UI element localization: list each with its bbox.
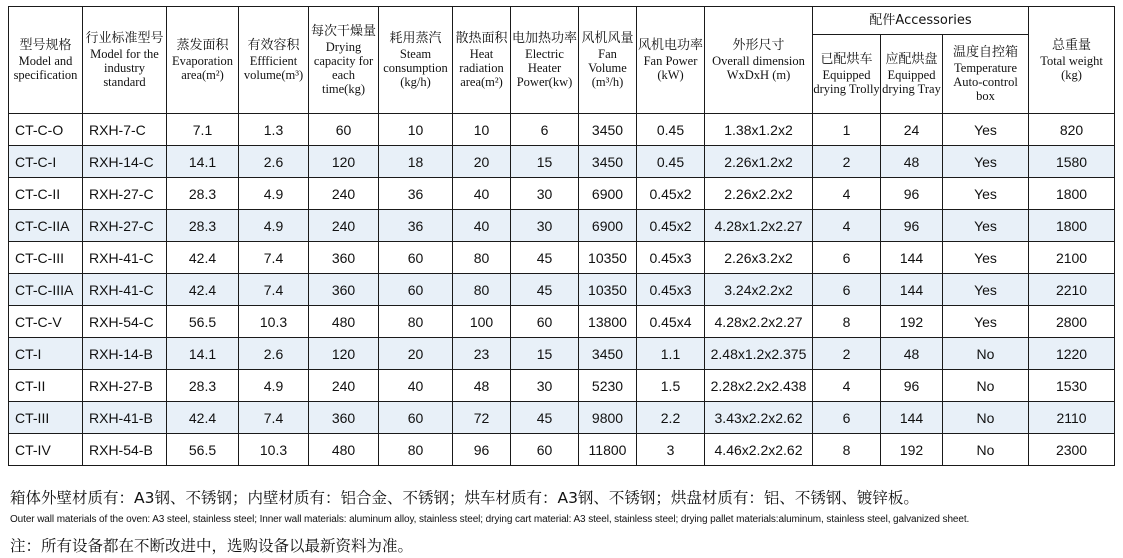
table-cell: 60 [309,114,379,146]
header-trolly: 已配烘车 Equipped drying Trolly [813,35,881,114]
table-cell: 1530 [1029,370,1115,402]
header-radiation: 散热面积 Heat radiation area(m²) [453,7,511,114]
table-cell: 48 [453,370,511,402]
table-cell: 0.45 [637,114,705,146]
table-cell: 10350 [579,274,637,306]
table-cell: 30 [511,178,579,210]
table-cell: 4.46x2.2x2.62 [705,434,813,466]
table-cell: 28.3 [167,178,239,210]
table-cell: 23 [453,338,511,370]
table-cell: RXH-27-B [83,370,167,402]
table-cell: Yes [943,242,1029,274]
table-cell: 4.28x2.2x2.27 [705,306,813,338]
table-cell: Yes [943,178,1029,210]
table-row [9,210,1115,242]
table-row [9,402,1115,434]
table-cell: 3450 [579,338,637,370]
table-cell: Yes [943,114,1029,146]
table-cell: RXH-41-C [83,274,167,306]
table-cell: 0.45x2 [637,210,705,242]
table-cell: 3.43x2.2x2.62 [705,402,813,434]
table-cell: 4 [813,370,881,402]
table-cell: 8 [813,306,881,338]
table-cell: 3450 [579,146,637,178]
table-row [9,338,1115,370]
table-cell: Yes [943,274,1029,306]
table-cell: 0.45x2 [637,178,705,210]
table-row [9,114,1115,146]
table-cell: 5230 [579,370,637,402]
table-cell: 192 [881,434,943,466]
table-cell: 7.4 [239,402,309,434]
header-weight: 总重量 Total weight (kg) [1029,7,1115,114]
table-cell: 10.3 [239,306,309,338]
table-cell: 4.9 [239,178,309,210]
table-cell: 2.2 [637,402,705,434]
table-cell: 360 [309,402,379,434]
table-cell: 45 [511,242,579,274]
table-cell: CT-C-II [9,178,83,210]
header-drying: 每次干燥量 Drying capacity for each time(kg) [309,7,379,114]
table-cell: 56.5 [167,306,239,338]
table-cell: 10 [453,114,511,146]
table-cell: 1580 [1029,146,1115,178]
table-cell: 820 [1029,114,1115,146]
table-cell: CT-C-III [9,242,83,274]
table-cell: No [943,434,1029,466]
table-cell: 30 [511,210,579,242]
table-cell: No [943,370,1029,402]
table-cell: 42.4 [167,242,239,274]
table-cell: 96 [881,210,943,242]
table-cell: 20 [453,146,511,178]
table-row [9,146,1115,178]
table-cell: 7.1 [167,114,239,146]
table-cell: 96 [881,370,943,402]
table-cell: 1.3 [239,114,309,146]
table-cell: 30 [511,370,579,402]
table-cell: 1220 [1029,338,1115,370]
table-row [9,370,1115,402]
table-cell: 20 [379,338,453,370]
table-cell: 40 [379,370,453,402]
table-cell: 11800 [579,434,637,466]
table-cell: 60 [379,242,453,274]
table-cell: CT-III [9,402,83,434]
table-cell: 2210 [1029,274,1115,306]
table-cell: 2 [813,338,881,370]
table-cell: 48 [881,338,943,370]
table-cell: 2.6 [239,146,309,178]
spec-table [8,6,1115,466]
header-control: 温度自控箱 Temperature Auto-control box [943,35,1029,114]
table-cell: Yes [943,306,1029,338]
table-cell: 80 [379,306,453,338]
table-cell: 14.1 [167,146,239,178]
table-cell: 42.4 [167,274,239,306]
table-cell: 2.26x2.2x2 [705,178,813,210]
table-cell: No [943,338,1029,370]
table-cell: 2.26x3.2x2 [705,242,813,274]
table-cell: 1.1 [637,338,705,370]
header-volume: 有效容积 Effficient volume(m³) [239,7,309,114]
table-cell: RXH-41-C [83,242,167,274]
header-tray: 应配烘盘 Equipped drying Tray [881,35,943,114]
table-cell: RXH-14-B [83,338,167,370]
table-cell: 2300 [1029,434,1115,466]
table-cell: 3.24x2.2x2 [705,274,813,306]
header-steam: 耗用蒸汽 Steam consumption (kg/h) [379,7,453,114]
table-cell: 100 [453,306,511,338]
table-cell: 240 [309,210,379,242]
table-cell: No [943,402,1029,434]
table-cell: 0.45x3 [637,242,705,274]
table-cell: 1 [813,114,881,146]
header-heater: 电加热功率 Electric Heater Power(kw) [511,7,579,114]
table-cell: 3450 [579,114,637,146]
table-cell: CT-IV [9,434,83,466]
table-cell: 42.4 [167,402,239,434]
table-row [9,242,1115,274]
table-body [9,114,1115,466]
table-cell: 4.9 [239,370,309,402]
table-cell: 1800 [1029,178,1115,210]
table-cell: CT-I [9,338,83,370]
table-cell: 2100 [1029,242,1115,274]
table-cell: 6 [813,402,881,434]
table-cell: 2.28x2.2x2.438 [705,370,813,402]
table-cell: CT-II [9,370,83,402]
table-cell: Yes [943,210,1029,242]
table-cell: 1800 [1029,210,1115,242]
table-cell: 480 [309,306,379,338]
table-cell: RXH-7-C [83,114,167,146]
table-cell: CT-C-O [9,114,83,146]
table-cell: 1.38x1.2x2 [705,114,813,146]
table-cell: 48 [881,146,943,178]
table-cell: 56.5 [167,434,239,466]
table-cell: RXH-54-B [83,434,167,466]
table-row [9,434,1115,466]
table-cell: 40 [453,210,511,242]
table-cell: 80 [379,434,453,466]
table-cell: Yes [943,146,1029,178]
header-fan-volume: 风机风量 Fan Volume (m³/h) [579,7,637,114]
table-cell: 36 [379,210,453,242]
header-accessories: 配件Accessories [813,7,1029,35]
table-cell: 6 [813,242,881,274]
table-cell: 60 [511,306,579,338]
table-cell: 240 [309,370,379,402]
table-cell: 192 [881,306,943,338]
header-fan-power: 风机电功率 Fan Power (kW) [637,7,705,114]
header-model: 型号规格 Model and specification [9,7,83,114]
table-cell: 60 [379,402,453,434]
table-cell: 60 [511,434,579,466]
table-cell: 2.26x1.2x2 [705,146,813,178]
table-cell: 45 [511,402,579,434]
table-cell: 2110 [1029,402,1115,434]
table-row [9,306,1115,338]
table-cell: 72 [453,402,511,434]
table-cell: 14.1 [167,338,239,370]
table-cell: 120 [309,146,379,178]
table-cell: 0.45x4 [637,306,705,338]
table-cell: 4.28x1.2x2.27 [705,210,813,242]
table-cell: 120 [309,338,379,370]
table-cell: 144 [881,242,943,274]
table-cell: 80 [453,242,511,274]
table-cell: 360 [309,242,379,274]
table-row [9,274,1115,306]
table-cell: CT-C-IIIA [9,274,83,306]
table-cell: 36 [379,178,453,210]
table-cell: RXH-27-C [83,178,167,210]
table-cell: 8 [813,434,881,466]
disclaimer-note: 注：所有设备都在不断改进中，选购设备以最新资料为准。 [10,537,414,555]
table-cell: 24 [881,114,943,146]
table-cell: CT-C-IIA [9,210,83,242]
table-cell: RXH-14-C [83,146,167,178]
table-cell: RXH-41-B [83,402,167,434]
table-cell: 6900 [579,178,637,210]
table-cell: 144 [881,274,943,306]
table-cell: 2800 [1029,306,1115,338]
table-cell: 3 [637,434,705,466]
table-cell: 10 [379,114,453,146]
table-cell: 10350 [579,242,637,274]
table-cell: 6 [813,274,881,306]
header-standard: 行业标准型号 Model for the industry standard [83,7,167,114]
table-cell: 96 [453,434,511,466]
table-cell: 40 [453,178,511,210]
header-evaporation: 蒸发面积 Evaporation area(m²) [167,7,239,114]
table-cell: 0.45x3 [637,274,705,306]
table-cell: 2 [813,146,881,178]
table-cell: 96 [881,178,943,210]
table-cell: 1.5 [637,370,705,402]
materials-note-cn: 箱体外壁材质有：A3钢、不锈钢；内壁材质有：铝合金、不锈钢；烘车材质有：A3钢、不锈钢；烘盘材质有：铝、不锈钢、镀锌板。 [10,489,919,507]
table-cell: 0.45 [637,146,705,178]
table-cell: 360 [309,274,379,306]
table-cell: 15 [511,338,579,370]
table-cell: 10.3 [239,434,309,466]
table-cell: 2.48x1.2x2.375 [705,338,813,370]
table-cell: 60 [379,274,453,306]
table-cell: 4 [813,178,881,210]
table-cell: 15 [511,146,579,178]
table-cell: 9800 [579,402,637,434]
table-cell: 240 [309,178,379,210]
table-cell: 7.4 [239,242,309,274]
table-cell: 144 [881,402,943,434]
table-cell: RXH-54-C [83,306,167,338]
table-row [9,178,1115,210]
table-cell: CT-C-V [9,306,83,338]
table-cell: 6 [511,114,579,146]
table-cell: RXH-27-C [83,210,167,242]
table-cell: 4.9 [239,210,309,242]
materials-note-en: Outer wall materials of the oven: A3 steel, stainless steel; Inner wall materials: aluminum alloy, stainless steel; drying cart material: A3 steel, stainless steel; drying pallet materials:aluminum, stainless steel, galvanized sheet. [10,514,970,525]
table-cell: 80 [453,274,511,306]
table-cell: 28.3 [167,370,239,402]
table-cell: 18 [379,146,453,178]
table-cell: CT-C-I [9,146,83,178]
table-cell: 28.3 [167,210,239,242]
table-cell: 45 [511,274,579,306]
table-cell: 7.4 [239,274,309,306]
table-cell: 4 [813,210,881,242]
table-cell: 13800 [579,306,637,338]
table-cell: 6900 [579,210,637,242]
table-cell: 480 [309,434,379,466]
table-cell: 2.6 [239,338,309,370]
header-dimension: 外形尺寸 Overall dimension WxDxH (m) [705,7,813,114]
